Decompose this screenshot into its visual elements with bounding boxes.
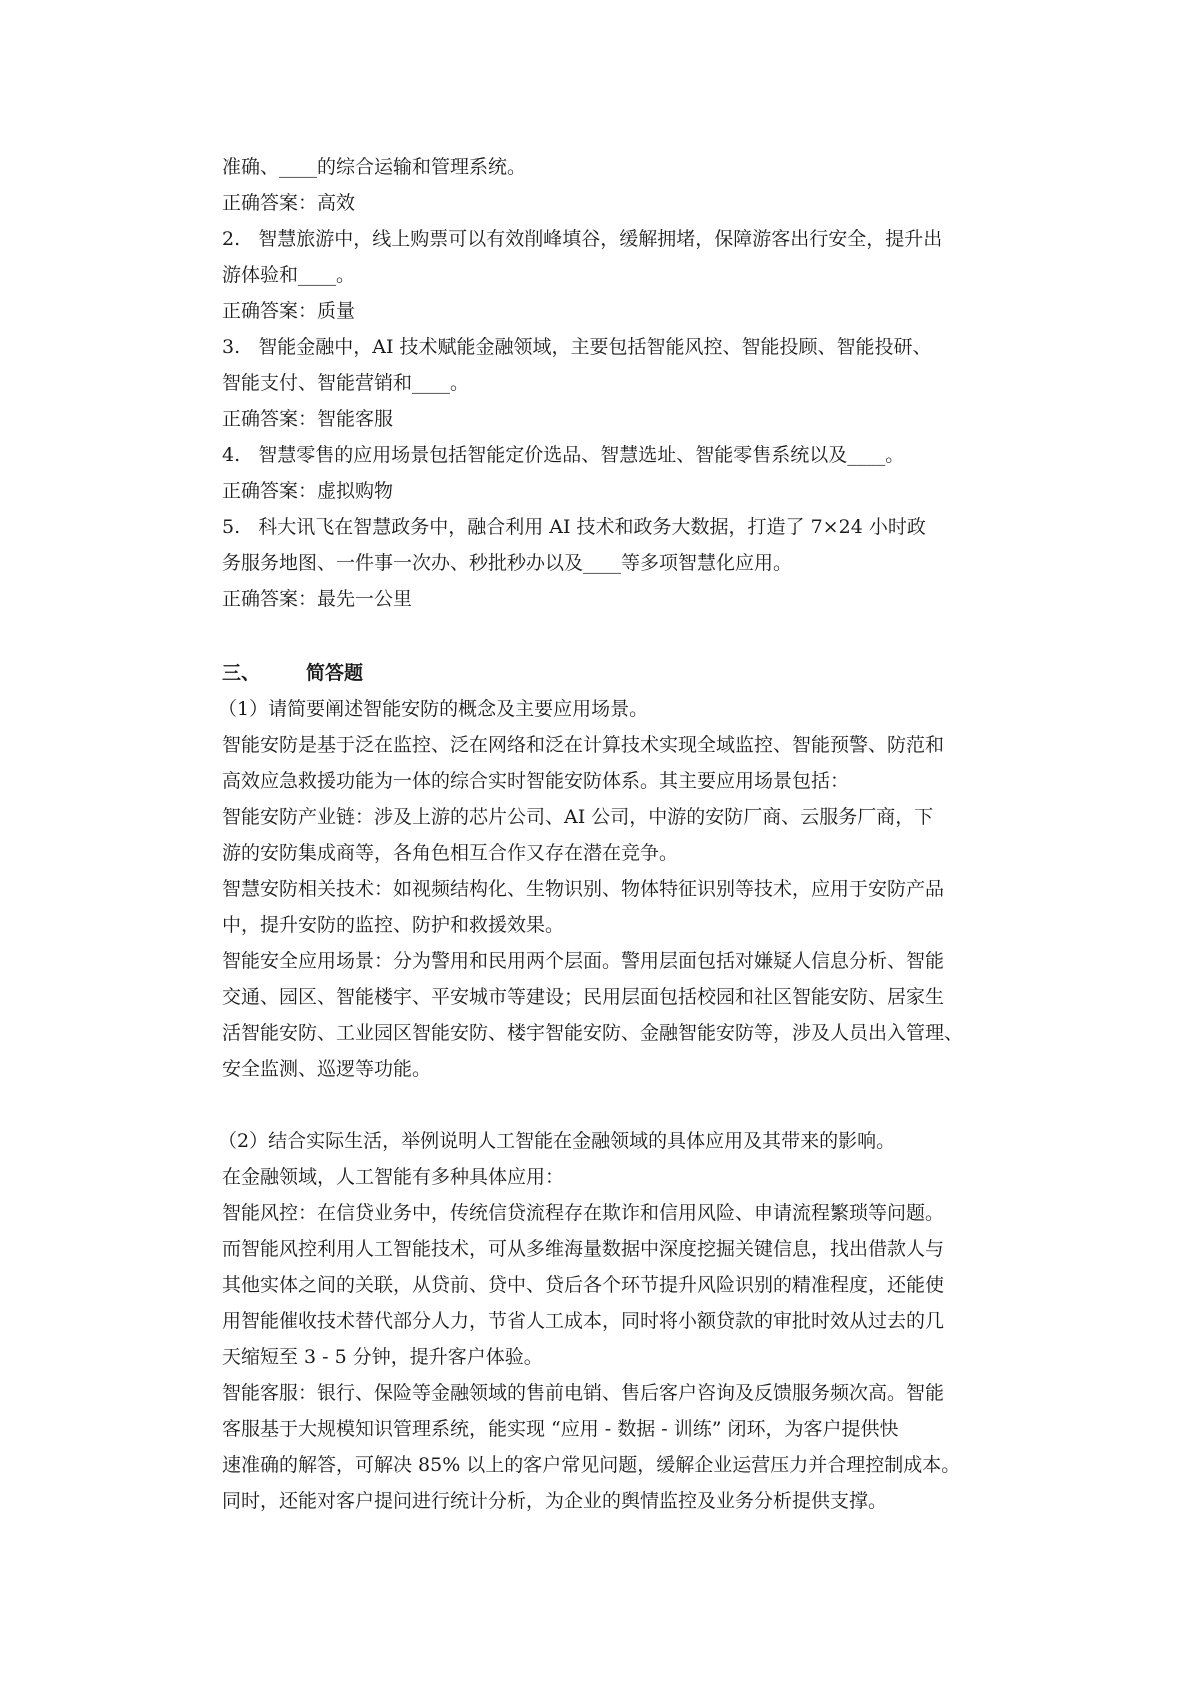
answer-1-line-2: 高效应急救援功能为一体的综合实时智能安防体系。其主要应用场景包括： — [222, 770, 850, 792]
q3-text-line-2: 智能支付、智能营销和____。 — [222, 372, 470, 394]
short-answer-question-1: （1）请简要阐述智能安防的概念及主要应用场景。 — [218, 698, 649, 720]
answer-1-line-7: 智能安全应用场景：分为警用和民用两个层面。警用层面包括对嫌疑人信息分析、智能 — [222, 950, 945, 972]
answer-2-line-5: 用智能催收技术替代部分人力，节省人工成本，同时将小额贷款的审批时效从过去的几 — [222, 1310, 945, 1332]
q3-text-line-1: 3. 智能金融中，AI 技术赋能金融领域，主要包括智能风控、智能投顾、智能投研、 — [222, 336, 932, 358]
q2-text-line-2: 游体验和____。 — [222, 264, 356, 286]
answer-2-line-7: 智能客服：银行、保险等金融领域的售前电销、售后客户咨询及反馈服务频次高。智能 — [222, 1382, 945, 1404]
section-number: 三、 — [222, 662, 261, 684]
answer-1-line-9: 活智能安防、工业园区智能安防、楼宇智能安防、金融智能安防等，涉及人员出入管理、 — [222, 1022, 964, 1044]
section-title: 简答题 — [306, 662, 364, 684]
answer-1-line-4: 游的安防集成商等，各角色相互合作又存在潜在竞争。 — [222, 842, 679, 864]
answer-2-line-9: 速准确的解答，可解决 85% 以上的客户常见问题，缓解企业运营压力并合理控制成本。 — [222, 1454, 961, 1476]
answer-2-line-8: 客服基于大规模知识管理系统，能实现 “应用 - 数据 - 训练” 闭环，为客户提供快 — [222, 1418, 899, 1440]
q4-text-line-1: 4. 智慧零售的应用场景包括智能定价选品、智慧选址、智能零售系统以及____。 — [222, 444, 905, 466]
spacer — [222, 1087, 1012, 1123]
answer-1-line-6: 中，提升安防的监控、防护和救援效果。 — [222, 914, 565, 936]
answer-1-line-3: 智能安防产业链：涉及上游的芯片公司、AI 公司，中游的安防厂商、云服务厂商，下 — [222, 806, 934, 828]
document-page — [218, 149, 1012, 1519]
short-answer-question-2: （2）结合实际生活，举例说明人工智能在金融领域的具体应用及其带来的影响。 — [218, 1130, 896, 1152]
q5-text-line-2: 务服务地图、一件事一次办、秒批秒办以及____等多项智慧化应用。 — [222, 552, 793, 574]
answer-2-line-10: 同时，还能对客户提问进行统计分析，为企业的舆情监控及业务分析提供支撑。 — [222, 1490, 888, 1512]
answer-2-line-3: 而智能风控利用人工智能技术，可从多维海量数据中深度挖掘关键信息，找出借款人与 — [222, 1238, 945, 1260]
q4-answer: 正确答案：虚拟购物 — [222, 480, 394, 502]
spacer — [222, 617, 1012, 649]
q5-text-line-1: 5. 科大讯飞在智慧政务中，融合利用 AI 技术和政务大数据，打造了 7×24 小时政 — [222, 516, 926, 538]
answer-1-line-5: 智慧安防相关技术：如视频结构化、生物识别、物体特征识别等技术，应用于安防产品 — [222, 878, 945, 900]
section-heading — [222, 655, 1012, 691]
q5-answer: 正确答案：最先一公里 — [222, 588, 413, 610]
answer-1-line-8: 交通、园区、智能楼宇、平安城市等建设；民用层面包括校园和社区智能安防、居家生 — [222, 986, 945, 1008]
answer-2-line-6: 天缩短至 3 - 5 分钟，提升客户体验。 — [222, 1346, 543, 1368]
answer-1-line-1: 智能安防是基于泛在监控、泛在网络和泛在计算技术实现全域监控、智能预警、防范和 — [222, 734, 945, 756]
q2-answer: 正确答案：质量 — [222, 300, 356, 322]
q3-answer: 正确答案：智能客服 — [222, 408, 394, 430]
q1-answer: 正确答案：高效 — [222, 192, 356, 214]
q2-text-line-1: 2. 智慧旅游中，线上购票可以有效削峰填谷，缓解拥堵，保障游客出行安全，提升出 — [222, 228, 943, 250]
answer-2-line-2: 智能风控：在信贷业务中，传统信贷流程存在欺诈和信用风险、申请流程繁琐等问题。 — [222, 1202, 945, 1224]
q1-text-tail: 准确、____的综合运输和管理系统。 — [222, 156, 527, 178]
answer-1-line-10: 安全监测、巡逻等功能。 — [222, 1058, 432, 1080]
answer-2-line-4: 其他实体之间的关联，从贷前、贷中、贷后各个环节提升风险识别的精准程度，还能使 — [222, 1274, 945, 1296]
answer-2-line-1: 在金融领域，人工智能有多种具体应用： — [222, 1166, 565, 1188]
